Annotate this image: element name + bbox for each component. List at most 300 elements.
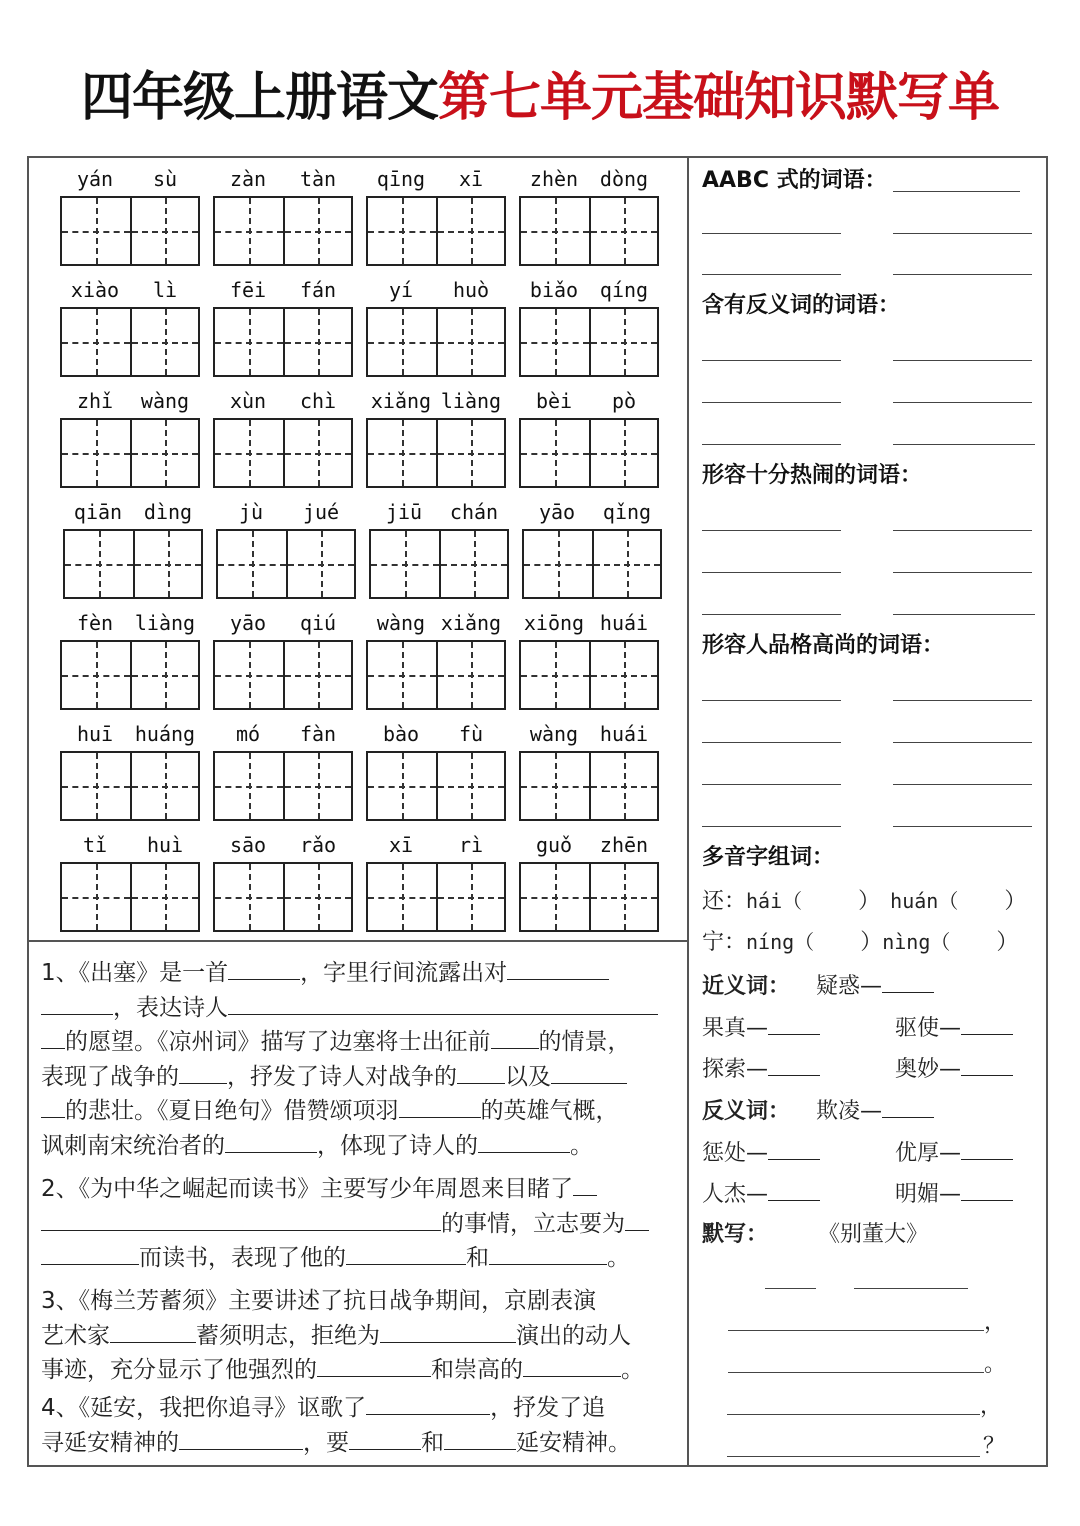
tianzige-box[interactable]	[130, 864, 198, 930]
dashed-guide	[555, 420, 557, 486]
tianzige-pair	[216, 529, 356, 599]
pinyin-syllable: guǒ	[535, 833, 573, 857]
paren-close: ）	[1004, 889, 1027, 914]
pinyin-syllable: fù	[458, 722, 484, 746]
poem-line-2[interactable]	[728, 1372, 984, 1373]
tianzige-box[interactable]	[130, 420, 198, 486]
pinyin-word	[60, 609, 200, 709]
tianzige-box[interactable]	[283, 642, 351, 708]
title-part-unit: 第七单元基础知识默写单	[438, 68, 1000, 128]
pinyin-syllable: wàng	[376, 611, 426, 635]
pinyin-label	[60, 720, 200, 750]
section-divider	[27, 940, 688, 942]
q1-text: ，体现了诗人的	[317, 1132, 478, 1159]
author-name-line[interactable]	[854, 1288, 968, 1289]
pinyin-word	[366, 609, 506, 709]
pinyin-syllable: rǎo	[299, 833, 337, 857]
answer-blank[interactable]	[349, 1427, 421, 1450]
tianzige-box[interactable]	[283, 420, 351, 486]
dashed-guide	[471, 864, 473, 930]
polyphone-row-hai	[702, 886, 1026, 917]
answer-line[interactable]	[893, 402, 1032, 403]
dashed-guide	[165, 420, 167, 486]
question-1	[41, 956, 677, 1163]
tianzige-pair	[366, 307, 506, 377]
pinyin-syllable: qiān	[73, 500, 123, 524]
pinyin-syllable: qíng	[599, 278, 649, 302]
pinyin-word	[519, 387, 659, 487]
tianzige-box[interactable]	[589, 420, 657, 486]
tianzige-pair	[519, 196, 659, 266]
pinyin-word	[213, 165, 353, 265]
question-3	[41, 1284, 677, 1388]
tianzige-box[interactable]	[368, 309, 436, 375]
dashed-guide	[318, 753, 320, 819]
answer-blank[interactable]	[399, 1095, 481, 1118]
answer-blank[interactable]	[228, 957, 300, 980]
tianzige-box[interactable]	[62, 198, 130, 264]
polyphone-row-ning	[702, 927, 1018, 958]
pinyin-syllable: yí	[388, 278, 414, 302]
pinyin-syllable: huái	[599, 722, 649, 746]
tianzige-pair	[213, 751, 353, 821]
tianzige-box[interactable]	[368, 420, 436, 486]
q2-text: 和	[466, 1245, 489, 1271]
synonyms-row-3	[702, 1053, 820, 1085]
tianzige-pair	[366, 196, 506, 266]
pinyin-label	[60, 387, 200, 417]
dashed-guide	[165, 642, 167, 708]
pinyin-word	[216, 498, 356, 598]
tianzige-box[interactable]	[368, 198, 436, 264]
tianzige-box[interactable]	[130, 642, 198, 708]
dashed-guide	[96, 309, 98, 375]
tianzige-box[interactable]	[283, 198, 351, 264]
pinyin-label	[522, 498, 662, 528]
pinyin-word	[366, 387, 506, 487]
dashed-guide	[402, 309, 404, 375]
tianzige-box[interactable]	[215, 309, 283, 375]
answer-blank[interactable]	[41, 992, 113, 1015]
pinyin-label	[213, 165, 353, 195]
q2-text: 而读书，表现了他的	[139, 1245, 346, 1271]
tianzige-box[interactable]	[130, 198, 198, 264]
tianzige-box[interactable]	[521, 642, 589, 708]
answer-line[interactable]	[702, 444, 841, 445]
tianzige-box[interactable]	[436, 309, 504, 375]
answer-line[interactable]	[702, 700, 841, 701]
antonyms-row-2	[702, 1137, 820, 1169]
answer-blank[interactable]	[225, 1130, 317, 1153]
page-title	[0, 62, 1080, 134]
answer-line[interactable]	[702, 614, 841, 615]
q4-text: ，抒发了追	[490, 1395, 606, 1421]
q1-text: 以及	[505, 1063, 551, 1090]
tianzige-pair	[519, 640, 659, 710]
pinyin-syllable: wàng	[529, 722, 579, 746]
tianzige-box[interactable]	[62, 753, 130, 819]
answer-blank[interactable]	[489, 1242, 607, 1265]
tianzige-box[interactable]	[521, 864, 589, 930]
tianzige-box[interactable]	[524, 531, 592, 597]
tianzige-box[interactable]	[589, 753, 657, 819]
paren-close: ）	[996, 930, 1019, 955]
dashed-guide	[471, 309, 473, 375]
answer-blank[interactable]	[444, 1427, 516, 1450]
pinyin-syllable: huī	[76, 722, 114, 746]
answer-line[interactable]	[893, 530, 1032, 531]
pinyin-syllable: bào	[382, 722, 420, 746]
dashed-guide	[249, 642, 251, 708]
answer-blank[interactable]	[523, 1354, 621, 1377]
dashed-guide	[96, 753, 98, 819]
q3-text: 演出的动人	[516, 1322, 631, 1349]
pinyin-word	[519, 165, 659, 265]
pinyin-word	[522, 498, 662, 598]
pinyin-syllable: huò	[452, 278, 490, 302]
dashed-guide	[555, 642, 557, 708]
answer-blank[interactable]	[41, 1026, 65, 1049]
answer-line[interactable]	[893, 784, 1032, 785]
dashed-guide	[168, 531, 170, 597]
answer-blank[interactable]	[228, 992, 658, 1015]
tianzige-box[interactable]	[133, 531, 201, 597]
tianzige-box[interactable]	[436, 198, 504, 264]
tianzige-box[interactable]	[218, 531, 286, 597]
answer-blank[interactable]	[625, 1208, 649, 1231]
pinyin-syllable: huì	[146, 833, 184, 857]
synonym-item: 探索—	[702, 1057, 769, 1082]
answer-blank[interactable]	[882, 1095, 934, 1118]
q1-text: 。	[570, 1132, 593, 1159]
answer-line[interactable]	[702, 274, 841, 275]
polyphone-reading: hái（	[746, 889, 803, 913]
answer-blank[interactable]	[961, 1053, 1013, 1076]
answer-blank[interactable]	[41, 1095, 65, 1118]
tianzige-box[interactable]	[215, 198, 283, 264]
tianzige-box[interactable]	[215, 864, 283, 930]
tianzige-box[interactable]	[368, 864, 436, 930]
dashed-guide	[555, 309, 557, 375]
q1-text: 的情景，	[538, 1029, 631, 1055]
q1-text: ，字里行间流露出对	[300, 960, 508, 986]
pinyin-word	[366, 165, 506, 265]
pinyin-label	[213, 387, 353, 417]
answer-line[interactable]	[893, 826, 1032, 827]
tianzige-box[interactable]	[62, 309, 130, 375]
tianzige-box[interactable]	[368, 642, 436, 708]
tianzige-box[interactable]	[130, 753, 198, 819]
q2-text: 的事情，立志要为	[441, 1210, 625, 1237]
pinyin-syllable: jué	[302, 500, 340, 524]
tianzige-box[interactable]	[436, 864, 504, 930]
tianzige-box[interactable]	[62, 420, 130, 486]
pinyin-word	[369, 498, 509, 598]
answer-blank[interactable]	[179, 1427, 303, 1450]
answer-line[interactable]	[893, 444, 1035, 445]
tianzige-box[interactable]	[65, 531, 133, 597]
dashed-guide	[165, 309, 167, 375]
answer-line[interactable]	[893, 191, 1020, 192]
pinyin-syllable: zhèn	[529, 167, 579, 191]
dashed-guide	[624, 864, 626, 930]
pinyin-syllable: qiú	[299, 611, 337, 635]
answer-line[interactable]	[893, 360, 1032, 361]
aabc-heading: AABC 式的词语：	[702, 168, 887, 193]
answer-line[interactable]	[893, 233, 1032, 234]
q3-text: 艺术家	[41, 1322, 110, 1349]
pinyin-syllable: xī	[388, 833, 414, 857]
tianzige-box[interactable]	[62, 864, 130, 930]
pinyin-syllable: jù	[238, 500, 264, 524]
synonyms-row-3b	[895, 1053, 1013, 1085]
answer-blank[interactable]	[380, 1320, 516, 1343]
answer-blank[interactable]	[768, 1012, 820, 1035]
pinyin-word	[366, 831, 506, 931]
pinyin-word	[213, 831, 353, 931]
pinyin-syllable: fēi	[229, 278, 267, 302]
dashed-guide	[249, 420, 251, 486]
pinyin-syllable: huái	[599, 611, 649, 635]
tianzige-box[interactable]	[215, 420, 283, 486]
tianzige-box[interactable]	[286, 531, 354, 597]
tianzige-box[interactable]	[436, 642, 504, 708]
column-divider	[687, 156, 689, 1467]
pinyin-label	[366, 720, 506, 750]
answer-line[interactable]	[702, 402, 841, 403]
answer-blank[interactable]	[457, 1061, 505, 1084]
pinyin-label	[519, 720, 659, 750]
answer-blank[interactable]	[573, 1173, 597, 1196]
dashed-guide	[318, 864, 320, 930]
tianzige-pair	[519, 418, 659, 488]
pinyin-label	[216, 498, 356, 528]
poem-line-1[interactable]	[728, 1330, 984, 1331]
dashed-guide	[624, 309, 626, 375]
dashed-guide	[96, 420, 98, 486]
pinyin-syllable: tǐ	[82, 833, 108, 857]
pinyin-syllable: rì	[458, 833, 484, 857]
synonym-item: 驱使—	[895, 1016, 962, 1041]
lively-words-heading: 形容十分热闹的词语：	[702, 463, 923, 488]
pinyin-label	[366, 165, 506, 195]
answer-blank[interactable]	[491, 1026, 539, 1049]
answer-blank[interactable]	[961, 1178, 1013, 1201]
poem-line-4[interactable]	[727, 1456, 980, 1457]
pinyin-syllable: tàn	[299, 167, 337, 191]
answer-blank[interactable]	[507, 957, 609, 980]
answer-line[interactable]	[893, 742, 1032, 743]
answer-line[interactable]	[702, 826, 841, 827]
tianzige-box[interactable]	[521, 420, 589, 486]
pinyin-syllable: qīng	[376, 167, 426, 191]
answer-line[interactable]	[702, 233, 841, 234]
poem-punct-4: ？	[983, 1434, 1006, 1459]
antonyms-heading: 反义词：	[702, 1099, 791, 1124]
q3-text: 和崇高的	[431, 1357, 523, 1383]
tianzige-box[interactable]	[62, 642, 130, 708]
poem-punct-2: 。	[984, 1352, 1007, 1377]
pinyin-syllable: xiǎng	[370, 389, 432, 413]
pinyin-label	[213, 276, 353, 306]
tianzige-box[interactable]	[436, 420, 504, 486]
pinyin-word	[213, 720, 353, 820]
q1-text: ，表达诗人	[113, 994, 228, 1021]
answer-blank[interactable]	[768, 1178, 820, 1201]
tianzige-box[interactable]	[589, 864, 657, 930]
dashed-guide	[627, 531, 629, 597]
synonym-item: 奥妙—	[895, 1057, 962, 1082]
tianzige-pair	[366, 751, 506, 821]
synonyms-row-2	[702, 1012, 820, 1044]
tianzige-box[interactable]	[521, 198, 589, 264]
q3-text: 蓄须明志，拒绝为	[196, 1322, 380, 1349]
question-4	[41, 1391, 677, 1460]
pinyin-word	[366, 720, 506, 820]
q3-text: 。	[621, 1357, 644, 1383]
pinyin-syllable: dòng	[599, 167, 649, 191]
answer-line[interactable]	[702, 360, 841, 361]
dashed-guide	[249, 309, 251, 375]
pinyin-word	[213, 609, 353, 709]
dashed-guide	[318, 420, 320, 486]
answer-line[interactable]	[893, 700, 1032, 701]
answer-blank[interactable]	[768, 1053, 820, 1076]
answer-line[interactable]	[893, 614, 1035, 615]
answer-blank[interactable]	[551, 1061, 627, 1084]
pinyin-word	[519, 609, 659, 709]
answer-blank[interactable]	[478, 1130, 570, 1153]
tianzige-box[interactable]	[592, 531, 660, 597]
pinyin-syllable: zàn	[229, 167, 267, 191]
tianzige-box[interactable]	[439, 531, 507, 597]
answer-blank[interactable]	[41, 1208, 441, 1231]
dashed-guide	[402, 864, 404, 930]
tianzige-pair	[519, 751, 659, 821]
tianzige-box[interactable]	[283, 864, 351, 930]
tianzige-box[interactable]	[283, 753, 351, 819]
poem-line-3[interactable]	[727, 1414, 980, 1415]
tianzige-box[interactable]	[371, 531, 439, 597]
answer-line[interactable]	[702, 572, 841, 573]
answer-line[interactable]	[702, 742, 841, 743]
pinyin-word	[63, 498, 203, 598]
answer-line[interactable]	[893, 274, 1032, 275]
answer-blank[interactable]	[882, 970, 934, 993]
answer-line[interactable]	[702, 784, 841, 785]
dashed-guide	[624, 753, 626, 819]
pinyin-label	[519, 831, 659, 861]
title-part-grade: 四年级上册语文	[80, 68, 438, 128]
pinyin-word	[213, 276, 353, 376]
tianzige-pair	[60, 196, 200, 266]
antonyms-row-3	[702, 1178, 820, 1210]
question-2	[41, 1172, 677, 1276]
noble-words-heading: 形容人品格高尚的词语：	[702, 633, 945, 658]
tianzige-box[interactable]	[368, 753, 436, 819]
pinyin-word	[519, 831, 659, 931]
pinyin-label	[213, 831, 353, 861]
tianzige-box[interactable]	[215, 753, 283, 819]
tianzige-box[interactable]	[589, 309, 657, 375]
pinyin-label	[519, 276, 659, 306]
answer-blank[interactable]	[110, 1320, 196, 1343]
dashed-guide	[624, 420, 626, 486]
q4-text: 寻延安精神的	[41, 1429, 179, 1456]
answer-blank[interactable]	[317, 1354, 431, 1377]
pinyin-syllable: zhǐ	[76, 389, 114, 413]
answer-blank[interactable]	[961, 1137, 1013, 1160]
dashed-guide	[318, 198, 320, 264]
dashed-guide	[402, 198, 404, 264]
tianzige-box[interactable]	[130, 309, 198, 375]
answer-line[interactable]	[893, 572, 1032, 573]
tianzige-pair	[63, 529, 203, 599]
tianzige-box[interactable]	[589, 198, 657, 264]
dashed-guide	[96, 642, 98, 708]
antonym-item: 优厚—	[895, 1141, 962, 1166]
synonym-item: 果真—	[702, 1016, 769, 1041]
pinyin-label	[366, 831, 506, 861]
answer-blank[interactable]	[366, 1392, 490, 1415]
tianzige-box[interactable]	[283, 309, 351, 375]
pinyin-word	[60, 387, 200, 487]
q4-text: 和	[421, 1429, 444, 1456]
pinyin-syllable: yán	[76, 167, 114, 191]
tianzige-pair	[60, 751, 200, 821]
pinyin-label	[213, 609, 353, 639]
pinyin-label	[366, 387, 506, 417]
tianzige-box[interactable]	[436, 753, 504, 819]
dashed-guide	[96, 864, 98, 930]
dashed-guide	[96, 198, 98, 264]
antonym-words-heading: 含有反义词的词语：	[702, 293, 901, 318]
answer-blank[interactable]	[41, 1242, 139, 1265]
answer-blank[interactable]	[179, 1061, 227, 1084]
dashed-guide	[624, 198, 626, 264]
polyphone-reading: huán（	[890, 889, 959, 913]
tianzige-box[interactable]	[215, 642, 283, 708]
q1-text: 表现了战争的	[41, 1063, 179, 1090]
tianzige-box[interactable]	[521, 309, 589, 375]
pinyin-label	[519, 609, 659, 639]
answer-blank[interactable]	[768, 1137, 820, 1160]
pinyin-word	[60, 165, 200, 265]
antonym-item: 惩处—	[702, 1141, 769, 1166]
dashed-guide	[402, 642, 404, 708]
pinyin-syllable: chán	[449, 500, 499, 524]
synonyms-heading: 近义词：	[702, 974, 791, 999]
answer-blank[interactable]	[346, 1242, 466, 1265]
tianzige-pair	[213, 640, 353, 710]
tianzige-box[interactable]	[521, 753, 589, 819]
pinyin-syllable: zhēn	[599, 833, 649, 857]
pinyin-label	[60, 609, 200, 639]
poem-title: 《别董大》	[818, 1222, 929, 1247]
answer-line[interactable]	[702, 530, 841, 531]
tianzige-box[interactable]	[589, 642, 657, 708]
pinyin-syllable: fán	[299, 278, 337, 302]
answer-blank[interactable]	[961, 1012, 1013, 1035]
tianzige-pair	[519, 862, 659, 932]
dashed-guide	[165, 753, 167, 819]
tianzige-pair	[366, 640, 506, 710]
pinyin-word	[519, 720, 659, 820]
pinyin-label	[60, 276, 200, 306]
author-dynasty-line[interactable]	[765, 1288, 816, 1289]
pinyin-syllable: liàng	[134, 611, 196, 635]
pinyin-syllable: huáng	[134, 722, 196, 746]
